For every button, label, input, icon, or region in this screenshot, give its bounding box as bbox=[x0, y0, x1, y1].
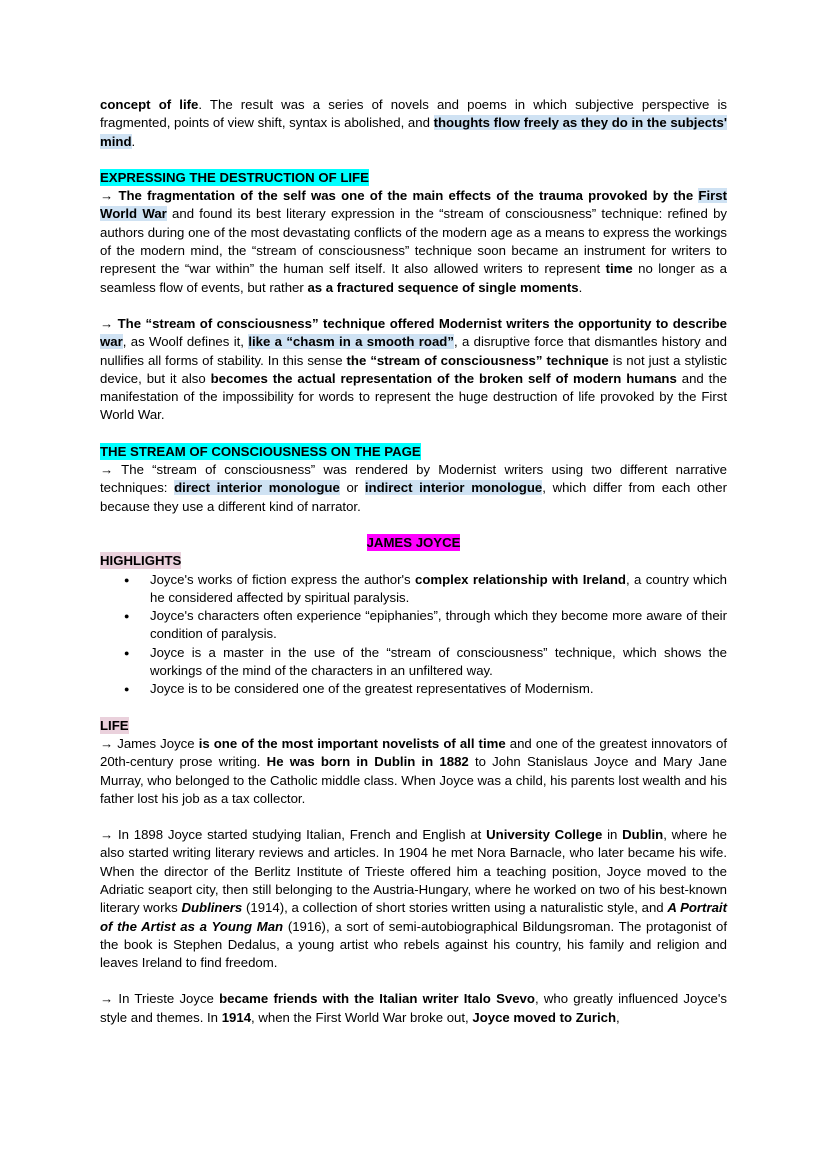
stream-paragraph: → The “stream of consciousness” was rendered by Modernist writers using two different narrative techniques: direct interior monologue or indirect interior monologue, which differ from each other because they use a different kind of narrator. bbox=[100, 462, 727, 514]
expressing-paragraph-2: → The “stream of consciousness” technique offered Modernist writers the opportunity to describe war, as Woolf defines it, like a “chasm in a smooth road”, a disruptive force that dismantles history and nullifies all forms of stability. In this sense the “stream of consciousness” technique is not just a stylistic device, but it also becomes the actual representation of the broken self of modern humans and the manifestation of the impossibility for words to represent the huge destruction of life provoked by the First World War. bbox=[100, 315, 727, 423]
list-item: ● Joyce's works of fiction express the author's complex relationship with Ireland, a country which he considered affected by spiritual paralysis. bbox=[150, 571, 727, 608]
intro-paragraph: concept of life. The result was a series of novels and poems in which subjective perspective is fragmented, points of view shift, syntax is abolished, and thoughts flow freely as they do in the subjects' mind. bbox=[100, 97, 727, 149]
expressing-paragraph-1: → The fragmentation of the self was one of the main effects of the trauma provoked by the First World War and found its best literary expression in the “stream of consciousness” technique: refined by authors during one of the most devastating conflicts of the modern age as a means to express the workings of the modern mind, the “stream of consciousness” technique soon became an instrument for writers to represent the “war within” the human self itself. It also allowed writers to represent time no longer as a seamless flow of events, but rather as a fractured sequence of single moments. bbox=[100, 188, 728, 295]
highlighted-phrase: thoughts flow freely as they do in the subjects' mind bbox=[100, 115, 727, 149]
life-paragraph-2: → In 1898 Joyce started studying Italian, French and English at University College in Dublin, where he also started writing literary reviews and articles. In 1904 he met Nora Barnacle, who later became his wife. When the director of the Berlitz Institute of Trieste offered him a teaching position, Joyce moved to the Adriatic seaport city, then still belonging to the Austria-Hungary, where he worked on two of his best-known literary works Dubliners (1914), a collection of short stories written using a naturalistic style, and A Portrait of the Artist as a Young Man (1916), a sort of semi-autobiographical Bildungsroman. The protagonist of the book is Stephen Dedalus, a young artist who rebels against his country, his family and religion and leaves Ireland to find freedom. bbox=[100, 827, 727, 971]
life-paragraph-1: → James Joyce is one of the most important novelists of all time and one of the greatest innovators of 20th-century prose writing. He was born in Dublin in 1882 to John Stanislaus Joyce and Mary Jane Murray, who belonged to the Catholic middle class. When Joyce was a child, his parents lost wealth and his father lost his job as a tax collector. bbox=[100, 735, 727, 806]
section-heading-expressing: EXPRESSING THE DESTRUCTION OF LIFE bbox=[100, 169, 369, 185]
list-item: ● Joyce's characters often experience “epiphanies”, through which they become more aware of their condition of paralysis. bbox=[150, 607, 727, 644]
document-page bbox=[100, 96, 727, 1027]
list-item: ● Joyce is a master in the use of the “stream of consciousness” technique, which shows the workings of the mind of the characters in an unfiltered way. bbox=[150, 644, 727, 681]
chapter-title: JAMES JOYCE bbox=[366, 534, 461, 550]
section-heading-stream: THE STREAM OF CONSCIOUSNESS ON THE PAGE bbox=[100, 443, 421, 459]
list-item: ● Joyce is to be considered one of the greatest representatives of Modernism. bbox=[150, 680, 727, 698]
life-paragraph-3: → In Trieste Joyce became friends with the Italian writer Italo Svevo, who greatly influenced Joyce's style and themes. In 1914, when the First World War broke out, Joyce moved to Zurich, bbox=[100, 991, 727, 1025]
highlights-heading: HIGHLIGHTS bbox=[100, 553, 182, 569]
life-heading: LIFE bbox=[100, 717, 129, 733]
highlights-list bbox=[100, 571, 727, 699]
